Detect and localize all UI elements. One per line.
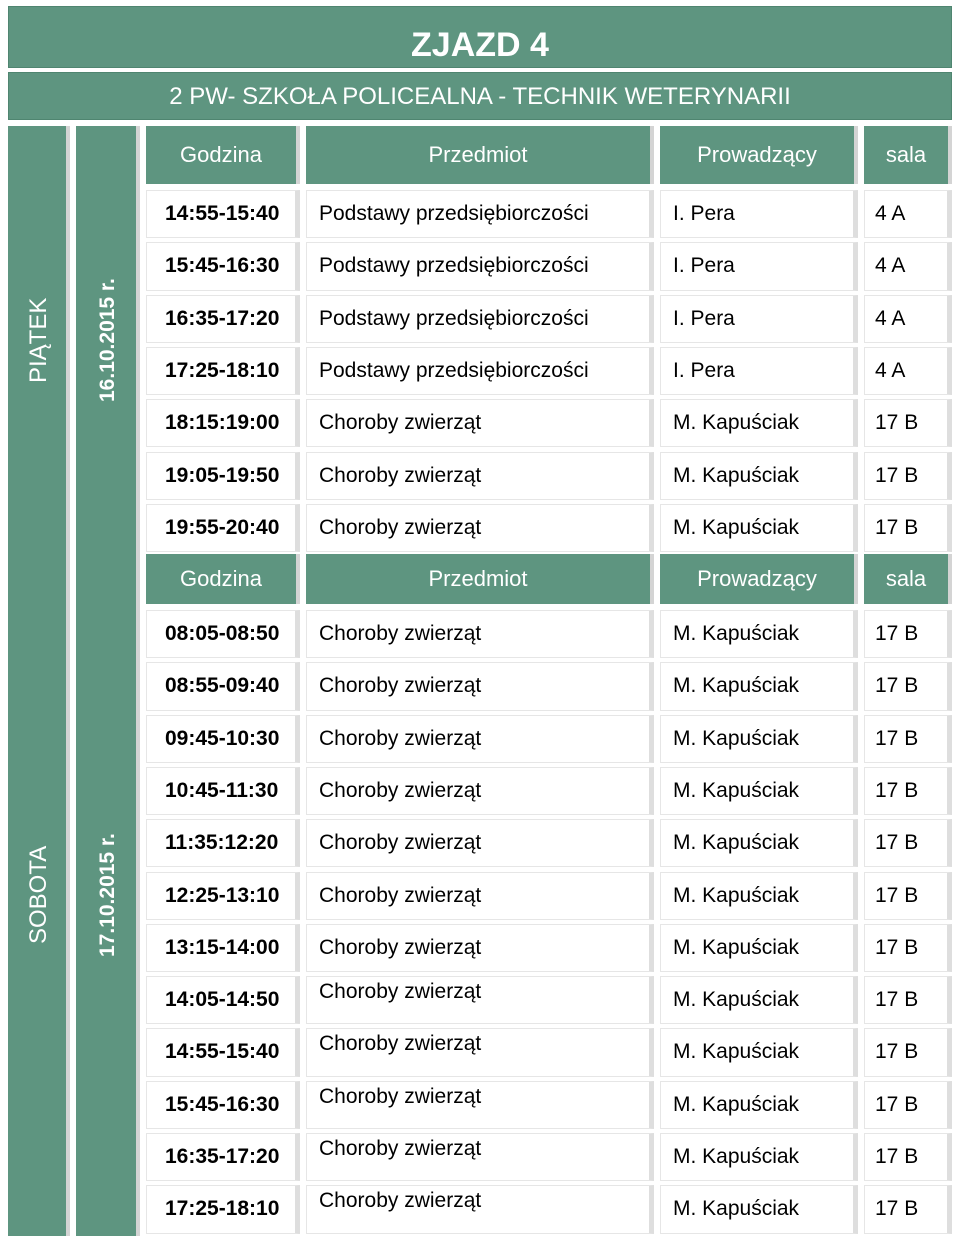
- cell-teacher: M. Kapuściak: [660, 1081, 858, 1129]
- cell-time: 16:35-17:20: [146, 295, 300, 343]
- cell-subject: Choroby zwierząt: [306, 399, 654, 447]
- day-label: SOBOTA: [25, 845, 52, 944]
- cell-room: 4 A: [864, 242, 952, 290]
- cell-subject: Choroby zwierząt: [306, 504, 654, 552]
- column-header-subject: Przedmiot: [306, 126, 654, 184]
- cell-teacher: M. Kapuściak: [660, 976, 858, 1024]
- cell-room: 17 B: [864, 1133, 952, 1181]
- cell-time: 10:45-11:30: [146, 767, 300, 815]
- cell-teacher: M. Kapuściak: [660, 1133, 858, 1181]
- cell-room: 17 B: [864, 399, 952, 447]
- column-header-subject: Przedmiot: [306, 554, 654, 604]
- cell-teacher: I. Pera: [660, 242, 858, 290]
- day-label: PIĄTEK: [25, 297, 52, 383]
- cell-room: 17 B: [864, 924, 952, 972]
- cell-room: 17 B: [864, 819, 952, 867]
- cell-room: 17 B: [864, 767, 952, 815]
- cell-room: 4 A: [864, 295, 952, 343]
- cell-teacher: I. Pera: [660, 295, 858, 343]
- cell-subject: Choroby zwierząt: [306, 610, 654, 658]
- column-header-teacher: Prowadzący: [660, 554, 858, 604]
- cell-time: 14:55-15:40: [146, 190, 300, 238]
- cell-time: 19:55-20:40: [146, 504, 300, 552]
- cell-teacher: M. Kapuściak: [660, 819, 858, 867]
- cell-time: 09:45-10:30: [146, 715, 300, 763]
- cell-subject: Choroby zwierząt: [306, 1133, 654, 1181]
- column-header-teacher: Prowadzący: [660, 126, 858, 184]
- cell-room: 17 B: [864, 452, 952, 500]
- cell-subject: Choroby zwierząt: [306, 715, 654, 763]
- cell-room: 17 B: [864, 1028, 952, 1076]
- cell-teacher: M. Kapuściak: [660, 924, 858, 972]
- cell-time: 17:25-18:10: [146, 347, 300, 395]
- cell-time: 14:05-14:50: [146, 976, 300, 1024]
- cell-subject: Choroby zwierząt: [306, 872, 654, 920]
- cell-subject: Choroby zwierząt: [306, 819, 654, 867]
- date-label: 16.10.2015 r.: [96, 278, 119, 403]
- cell-time: 16:35-17:20: [146, 1133, 300, 1181]
- cell-teacher: I. Pera: [660, 347, 858, 395]
- cell-teacher: M. Kapuściak: [660, 504, 858, 552]
- cell-time: 12:25-13:10: [146, 872, 300, 920]
- cell-teacher: M. Kapuściak: [660, 715, 858, 763]
- cell-teacher: M. Kapuściak: [660, 1185, 858, 1233]
- cell-time: 19:05-19:50: [146, 452, 300, 500]
- cell-room: 17 B: [864, 1185, 952, 1233]
- cell-room: 17 B: [864, 504, 952, 552]
- cell-teacher: M. Kapuściak: [660, 452, 858, 500]
- cell-room: 4 A: [864, 347, 952, 395]
- cell-room: 17 B: [864, 872, 952, 920]
- cell-teacher: M. Kapuściak: [660, 662, 858, 710]
- cell-teacher: M. Kapuściak: [660, 767, 858, 815]
- column-header-time: Godzina: [146, 126, 300, 184]
- column-header-time: Godzina: [146, 554, 300, 604]
- cell-subject: Podstawy przedsiębiorczości: [306, 190, 654, 238]
- date-label: 17.10.2015 r.: [96, 833, 119, 957]
- cell-subject: Choroby zwierząt: [306, 1185, 654, 1233]
- cell-subject: Podstawy przedsiębiorczości: [306, 347, 654, 395]
- column-header-room: sala: [864, 554, 952, 604]
- cell-subject: Choroby zwierząt: [306, 452, 654, 500]
- cell-subject: Choroby zwierząt: [306, 662, 654, 710]
- cell-time: 17:25-18:10: [146, 1185, 300, 1233]
- cell-subject: Choroby zwierząt: [306, 976, 654, 1024]
- page-subtitle: 2 PW- SZKOŁA POLICEALNA - TECHNIK WETERYNARII: [8, 72, 952, 120]
- cell-time: 15:45-16:30: [146, 1081, 300, 1129]
- cell-time: 13:15-14:00: [146, 924, 300, 972]
- cell-subject: Choroby zwierząt: [306, 1028, 654, 1076]
- cell-time: 15:45-16:30: [146, 242, 300, 290]
- cell-subject: Podstawy przedsiębiorczości: [306, 295, 654, 343]
- cell-teacher: M. Kapuściak: [660, 1028, 858, 1076]
- cell-teacher: M. Kapuściak: [660, 872, 858, 920]
- page-title: ZJAZD 4: [8, 6, 952, 68]
- cell-time: 18:15:19:00: [146, 399, 300, 447]
- cell-subject: Choroby zwierząt: [306, 767, 654, 815]
- column-header-room: sala: [864, 126, 952, 184]
- cell-room: 17 B: [864, 976, 952, 1024]
- cell-room: 17 B: [864, 715, 952, 763]
- cell-subject: Podstawy przedsiębiorczości: [306, 242, 654, 290]
- cell-time: 14:55-15:40: [146, 1028, 300, 1076]
- cell-time: 08:05-08:50: [146, 610, 300, 658]
- cell-room: 17 B: [864, 1081, 952, 1129]
- cell-subject: Choroby zwierząt: [306, 924, 654, 972]
- cell-room: 17 B: [864, 610, 952, 658]
- cell-subject: Choroby zwierząt: [306, 1081, 654, 1129]
- cell-teacher: M. Kapuściak: [660, 399, 858, 447]
- cell-teacher: I. Pera: [660, 190, 858, 238]
- cell-room: 17 B: [864, 662, 952, 710]
- cell-room: 4 A: [864, 190, 952, 238]
- cell-time: 08:55-09:40: [146, 662, 300, 710]
- cell-teacher: M. Kapuściak: [660, 610, 858, 658]
- cell-time: 11:35:12:20: [146, 819, 300, 867]
